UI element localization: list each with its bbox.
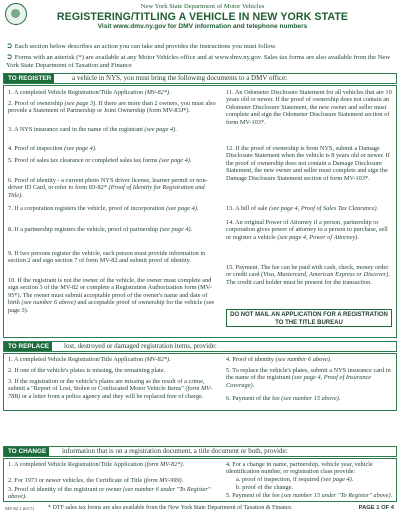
replace-heading: lost, destroyed or damaged registration items, provide: xyxy=(64,342,217,350)
register-item-1: 1. A completed Vehicle Registration/Title Application (MV-82*). xyxy=(8,89,171,96)
register-item-7: 7. If a corporation registers the vehicle, proof of incorporation (see page 4). xyxy=(8,205,199,212)
change-label: TO CHANGE xyxy=(4,447,49,456)
register-item-15: 15. Payment. The fee can be paid with cash, check, money order or credit card (Visa, Mastercard, American Express or Discover). The credit card holder must be present for the transaction. xyxy=(226,264,390,286)
replace-item-5: 5. To replace the vehicle's plates, submit a NYS insurance card in the name of the registrant (see page 4, Proof of Insurance Coverage). xyxy=(226,367,391,389)
agency-name: New York State Department of Motor Vehicles xyxy=(140,3,265,10)
register-label: TO REGISTER xyxy=(4,74,54,83)
replace-item-3: 3. If the registration or the vehicle's plates are missing as the result of a crime, submit a "Report of Lost, Stolen or Confiscated Motor Vehicle Items" (form MV-78B) or a letter from a police agency and they will be replaced free of charge. xyxy=(8,378,212,400)
form-number: MV-82.1 (6/17) xyxy=(5,506,34,511)
change-item-5: 5. Payment of the fee (see number 15 under "To Register" above). xyxy=(226,492,393,499)
change-item-4b: b. proof of the change. xyxy=(236,484,294,491)
change-item-3: 3. Proof of identity of the registrant or owner (see number 6 under "To Register" above). xyxy=(8,486,211,501)
register-item-10: 10. If the registrant is not the owner of the vehicle, the owner must complete and sign section 3 of the MV-82 or complete a Registration Authorization form (MV-95*). The owner must submit acceptable proof of the owner's name and date of birth (see number 6 above) and acceptable proof of ownership for the vehicle (see page 3). xyxy=(8,277,215,314)
instruction-1: ➲ Each section below describes an action you can take and provides the instructions you must follow. xyxy=(6,41,277,50)
register-item-5: 5. Proof of sales tax clearance or completed sales tax forms (see page 4). xyxy=(8,157,192,164)
page-title: REGISTERING/TITLING A VEHICLE IN NEW YORK STATE xyxy=(56,11,349,23)
register-item-2: 2. Proof of ownership (see page 3). If there are more than 2 owners, you must also provide a Statement of Partnership or Joint Ownership (form MV-83J*). xyxy=(8,100,216,115)
register-item-4: 4. Proof of inspection (see page 4). xyxy=(8,145,97,152)
register-item-6: 6. Proof of identity - a current photo NYS driver license, learner permit or non-driver ID Card, or refer to form ID-82* (Proof of Identity for Registration and Title). xyxy=(8,177,208,199)
replace-item-1: 1. A completed Vehicle Registration/Title Application (MV-82*). xyxy=(8,356,171,363)
replace-item-4: 4. Proof of identity (see number 6 above). xyxy=(226,356,332,363)
register-item-8: 8. If a partnership registers the vehicle, proof of partnership (see page 4). xyxy=(8,226,193,233)
replace-header-bar xyxy=(3,341,397,352)
footnote: * DTF sales tax forms are also available from the New York State Department of Taxation & Finance. xyxy=(48,505,293,511)
do-not-mail-notice: DO NOT MAIL AN APPLICATION FOR A REGISTRATION TO THE TITLE BUREAU xyxy=(226,309,392,327)
register-heading: a vehicle in NYS, you must bring the following documents to a DMV office: xyxy=(72,74,288,82)
change-item-1: 1. A completed Vehicle Registration/Title Application (form MV-82*). xyxy=(8,461,185,468)
change-item-2: 2. For 1973 or newer vehicles, the Certificate of Title (form MV-999). xyxy=(8,477,184,484)
change-header-bar xyxy=(3,446,397,457)
page-number: PAGE 1 OF 4 xyxy=(358,505,394,511)
arrow-icon: ➲ xyxy=(6,41,13,50)
register-item-14: 14. An original Power of Attorney if a person, partnership or corporation gives power of attorney to a person to purchase, sell or register a vehicle (see page 4, Power of Attorney). xyxy=(226,219,388,241)
change-item-4a: a. proof of inspection, if required (see page 4). xyxy=(236,476,354,483)
replace-item-6: 6. Payment of the fee (see number 15 above). xyxy=(226,395,341,402)
replace-label: TO REPLACE xyxy=(4,342,52,351)
change-heading: information that is on a registration document, a title document or both, provide: xyxy=(62,447,288,455)
instruction-2: ➲ Forms with an asterisk (*) are available at any Motor Vehicles office and at www.dmv.ny.gov. Sales tax forms are also available from the New York State Department of Taxation and Finance xyxy=(6,52,391,69)
register-item-9: 9. If two persons register the vehicle, each person must provide information in section 2 and sign section 7 of form MV-82 and submit proof of identity. xyxy=(8,250,206,265)
register-header-bar xyxy=(3,73,397,84)
register-item-13: 13. A bill of sale (see page 4, Proof of Sales Tax Clearance). xyxy=(226,205,379,212)
replace-item-2: 2. If one of the vehicle's plates is missing, the remaining plate. xyxy=(8,367,166,374)
nys-seal-icon xyxy=(5,3,27,25)
register-item-12: 12. If the proof of ownership is from NYS, submit a Damage Disclosure Statement when the vehicle is 8 years old or newer. If the proof of ownership does not contain a Damage Disclosure Statement, the new owner and seller must complete and sign the Damage Disclosure Statement section of form MV-103*. xyxy=(226,145,390,182)
visit-line: Visit www.dmv.ny.gov for DMV information and telephone numbers xyxy=(97,23,308,30)
arrow-icon: ➲ xyxy=(6,52,13,61)
change-item-4: 4. For a change in name, partnership, vehicle year, vehicle identification number, or registration class provide: xyxy=(226,461,373,476)
register-item-11: 11. An Odometer Disclosure Statement for all vehicles that are 10 years old or newer. If the proof of ownership does not contain an Odometer Disclosure Statement, the new owner and seller must complete and sign the Odometer Disclosure Statement section of form MV-103*. xyxy=(226,89,392,126)
register-item-3: 3. A NYS insurance card in the name of the registrant (see page 4). xyxy=(8,126,177,133)
